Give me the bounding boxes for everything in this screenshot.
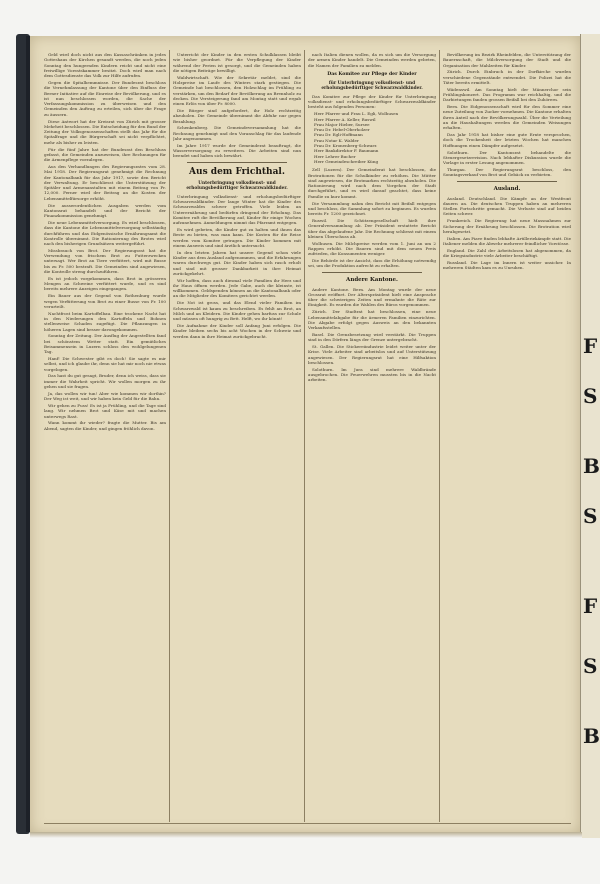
article-paragraph: Es ist jedoch vorgekommen, dass Brot in grösseren Mengen an Schweine verfüttert wurde, und es sind bereits mehrere Anzeigen eingegangen. [44,275,166,292]
partial-letter: F [583,334,598,358]
partial-letter: B [583,724,600,748]
article-paragraph: Waldwirtschaft. Wie der Sekretär meldet, sind die Holzpreise im Laufe des Winters stark gestiegen. Die Gemeinde hat beschlossen, den Holzschlag im Frühling zu verstärken, um den Bedarf der Bevölkerung an Brennholz zu decken. Die Versteigerung fand am Montag statt und ergab einen Erlös von über Fr. 8000. [173,74,301,107]
list-item: Frau Dr. Egli-Hoffmann [314,132,363,138]
partial-letter: S [583,384,598,408]
committee-list [314,111,436,164]
article-paragraph: Die Versammlung nahm den Bericht mit Beifall entgegen und beschloss, die Sammlung sofort zu beginnen. Es wurden bereits Fr. 1200 gezeichnet. [308,200,436,217]
article-paragraph: Das hast du gut gesagt, Bruder, denn ich weiss, dass sie immer die Wahrheit spricht. Wir wollen morgen zu ihr gehen und sie fragen. [44,373,166,390]
article-paragraph: Missbrauch von Brot. Der Regierungsrat hat die Verwendung von frischem Brot zu Futterzwecken untersagt. Wer Brot an Tiere verfüttert, wird mit Busse bis zu Fr. 500 bestraft. Die Gemeinden sind angewiesen, die Kontrolle streng durchzuführen. [44,247,166,275]
partial-letter: F [583,594,598,618]
column-rule [304,50,305,822]
article-paragraph: Unterbringung volksdienst- und erholungsbedürftiger Schwarzwaldkinder. Der lange Winter hat die Kinder des Schwarzwaldes schwer getroffen. Viele leiden an Unterernährung und bedürfen dringend der Erholung. Das Komitee ruft die Bevölkerung auf, Kinder für einige Wochen aufzunehmen. Anmeldungen nimmt das Pfarramt entgegen. [173,193,301,226]
list-item: Herr Pfarrer und Frau L. Egli, Wolhusen [314,111,399,117]
article-paragraph: Wir gehen zu Fuss! Es ist ja Frühling, und die Tage sind lang. Wir nehmen Brot und Käse mit und machen unterwegs Rast. [44,402,166,419]
article-paragraph: Die Behörde ist der Ansicht, dass die Erhöhung notwendig sei, um die Produktion aufrecht zu erhalten. [308,258,436,269]
subheading-frichthal: Unterbringung volksdienst- und erholungsbedürftiger Schwarzwaldkinder. [186,180,288,192]
subheading-komitee: für Unterbringung volksdienst- und erholungsbedürftiger Schwarzwaldkinder. [321,80,423,92]
article-paragraph: Wädenswil. Am Sonntag hielt der Männerchor sein Frühlingskonzert. Das Programm war reichhaltig, und die Darbietungen fanden grossen Beifall bei den Zuhörern. [443,86,571,103]
heading-ausland: Ausland. [493,185,521,192]
article-paragraph: Die neue Lebensmittelversorgung. Es wird beschlossen, dass die Kantone die Lebensmittelversorgung selbständig durchführen und das Eidgenössische Ernährungsamt die Kontrolle übernimmt. Die Rationierung des Brotes wird nach den bisherigen Grundsätzen weitergeführt. [44,219,166,247]
article-paragraph: Zürich. Der Stadtrat hat beschlossen, eine neue Lebensmittelabgabe für die ärmeren Familien einzurichten. Die Abgabe erfolgt gegen Ausweis an den bekannten Verkaufsstellen. [308,309,436,331]
adjacent-page-edge [580,34,600,838]
list-item: Frau Dr. Kronenberg-Schwarz [314,143,377,149]
article-paragraph: Aus den Verhandlungen des Regierungsrates vom 28. Mai 1918. Der Regierungsrat genehmigt die Rechnung der Kantonalbank für das Jahr 1917, sowie den Bericht der Verwaltung. Er beschliesst die Unterstützung der Spitäler und Armenanstalten mit einem Beitrag von Fr. 12,000. Ferner wird der Beitrag an die Kosten der Lebensmittelfürsorge erhöht. [44,163,166,201]
section-divider [457,181,557,182]
column-rule [439,50,440,822]
list-item: Frau Major Hieber, Sursee [314,121,370,127]
article-paragraph: Die ausserordentlichen Ausgaben werden vom Kantonsrat behandelt und der Bericht der Finanzkommission genehmigt. [44,202,166,219]
article-paragraph: Frankreich. Die Regierung hat neue Massnahmen zur Sicherung der Ernährung beschlossen. Die Brotration wird herabgesetzt. [443,218,571,234]
partial-letter: B [583,454,600,478]
article-paragraph: Diese Antwort hat der Kreisrat von Zürich mit grosser Mehrheit beschlossen. Die Entscheidung für den Bund der Zeitung der Volksgenossenschaften stellt das Jahr für die Spitalfrage und die Bürgerschaft sei nicht verpflichtet, mehr als bisher zu leisten. [44,118,166,145]
list-item: Herr Gemeindeschreiber Küng [314,158,379,164]
column-3 [308,52,436,822]
column-2 [173,52,301,822]
article-paragraph: St. Gallen. Die Stickereiindustrie leidet weiter unter der Krise. Viele Arbeiter sind arbeitslos und auf Unterstützung angewiesen. Der Regierungsrat hat eine Hilfsaktion beschlossen. [308,344,436,365]
article-paragraph: Russland. Die Lage im Innern ist weiter unsicher. In mehreren Städten kam es zu Unruhen. [443,259,571,271]
article-paragraph: Die Bürger sind aufgefordert, ihr Holz rechtzeitig abzuholen. Die Gemeinde übernimmt die Abfuhr nur gegen Bezahlung. [173,107,301,124]
heading-andere-kantone: Andere Kantone. [346,276,398,283]
article-paragraph: Ja, das wollen wir tun! Aber wie kommen wir dorthin? Der Weg ist weit, und wir haben kein Geld für die Bahn. [44,390,166,402]
article-paragraph: In den letzten Jahren hat unsere Gegend schon viele Kinder aus dem Ausland aufgenommen, und die Erfahrungen waren durchwegs gut. Die Kinder haben sich rasch erholt und sind mit grosser Dankbarkeit in ihre Heimat zurückgekehrt. [173,249,301,276]
article-paragraph: Zürich. Durch Einbruch in der Dorfkirche wurden verschiedene Gegenstände entwendet. Die Polizei hat die Täter bereits ermittelt. [443,69,571,85]
article-paragraph: Die Aufnahme der Kinder soll Anfang Juni erfolgen. Die Kinder bleiben sechs bis acht Wochen in der Schweiz und werden dann in ihre Heimat zurückgebracht. [173,322,301,339]
article-paragraph: Im Jahre 1917 wurde der Gemeinderat beauftragt, die Wasserversorgung zu erweitern. Die Arbeiten sind nun beendet und haben sich bewährt. [173,142,301,159]
article-paragraph: Die Not ist gross, und das Elend vieler Familien im Schwarzwald ist kaum zu beschreiben. Es fehlt an Brot, an Milch und an Kleidern. Die Kinder gehen barfuss zur Schule und müssen oft hungrig zu Bett. Helft, wo ihr könnt! [173,300,301,322]
list-item: Frau Dr. Hebel-Oberholzer [314,127,370,133]
article-paragraph: Zell (Luzern). Der Gemeinderat hat beschlossen, die Brotrationen für die Schulkinder zu erhöhen. Die Mütter sind angewiesen, die Brotmarken rechtzeitig abzuholen. Die Rationierung wird nach dem Vorgehen der Stadt durchgeführt, und es wird darauf geachtet, dass keine Familie zu kurz kommt. [308,167,436,199]
article-paragraph: Das Komitee zur Pflege der Kinder für Unterbringung volksdienst- und erholungsbedürftiger Schwarzwaldkinder besteht aus folgenden Personen: [308,93,436,110]
list-item: Herr Bankdirektor F. Baumann [314,148,379,154]
article-paragraph: Das Jahr 1918 hat bisher eine gute Ernte versprochen, doch die Trockenheit der letzten Wochen hat manchen Hoffnungen einen Dämpfer aufgesetzt. [443,132,571,148]
partial-letter: S [583,654,598,678]
newspaper-page [30,36,580,834]
page-footer-rule [44,823,571,830]
article-paragraph: Basel. Die Grenzbesetzung wird verstärkt. Die Truppen sind in den Dörfern längs der Grenze untergebracht. [308,331,436,343]
article-paragraph: Sonntag der Zeitung. Der Ausflug der Angestellten fand bei schönstem Wetter statt. Ein gemütliches Beisammensein in Luzern schloss den wohlgelungenen Tag. [44,333,166,355]
article-paragraph: Wann kommt ihr wieder? fragte die Mutter. Bis am Abend, sagten die Kinder, und gingen fröhlich davon. [44,420,166,431]
list-item: Herr Lehrer Bucher [314,153,356,159]
article-paragraph: Für die fünf Jahre hat der Bundesrat den Beschluss gefasst, die Gemeinden anzuweisen, ihre Rechnungen für die Armenpflege vorzulegen. [44,146,166,163]
column-1 [44,52,166,822]
article-paragraph: England. Die Zahl der Arbeitslosen hat abgenommen, da die Kriegsindustrie viele Arbeiter beschäftigt. [443,247,571,258]
article-paragraph: Andere Kantone. Bern. Am Montag wurde der neue Grossrat eröffnet. Der Alterspräsident hielt eine Ansprache über die schwierigen Zeiten und ermahnte die Räte zur Einigkeit. Es wurden die Wahlen des Büros vorgenommen. [308,286,436,308]
article-paragraph: Schenkenberg. Die Gemeindeversammlung hat die Rechnung genehmigt und den Voranschlag für das laufende Jahr angenommen. [173,125,301,141]
article-paragraph: Wir hoffen, dass auch diesmal viele Familien ihr Herz und ihr Haus öffnen werden. Jede Gabe, auch die kleinste, ist willkommen. Geldspenden können an die Kantonalbank oder an die Mitglieder des Komitees gerichtet werden. [173,277,301,299]
article-paragraph: Solothurn. Im Jura sind mehrere Waldbrände ausgebrochen. Die Feuerwehren mussten bis in die Nacht arbeiten. [308,366,436,383]
page-shadow [30,832,582,838]
column-rule [169,50,170,822]
article-paragraph: Es wird gebeten, die Kinder gut zu halten und ihnen das Beste zu bieten, was man kann. Die Kosten für die Reise werden vom Komitee getragen. Die Kinder kommen mit einem Ausweis und sind ärztlich untersucht. [173,226,301,248]
list-item: Frau Notar K. Walder [314,137,359,143]
article-paragraph: Italien. Am Piave finden lebhafte Artilleriekämpfe statt. Die Italiener melden die Abwehr mehrerer feindlicher Vorstösse. [443,235,571,246]
section-divider [187,162,287,163]
column-4 [443,52,571,822]
article-paragraph: Bern. Die Eidgenossenschaft wird für den Sommer eine neue Zuteilung von Zucker vornehmen. Die Kantone erhalten ihren Anteil nach der Bevölkerungszahl. Über die Verteilung an die Haushaltungen werden die Gemeinden Weisungen erhalten. [443,104,571,131]
article-paragraph: Solothurn. Der Kantonsrat behandelte die Steuergesetzrevision. Nach lebhafter Diskussion wurde die Vorlage in erster Lesung angenommen. [443,149,571,166]
article-paragraph: Bevölkerung im Bezirk Rheinfelden, die Unterstützung der Bauernschaft, die Milchversorgung der Stadt und die Organisation der Mahlzeiten für Kinder. [443,52,571,68]
article-paragraph: Wolhusen. Die Milchpreise werden vom 1. Juni an um 2 Rappen erhöht. Die Bauern sind mit dem neuen Preis zufrieden, die Konsumenten weniger. [308,240,436,257]
article-paragraph: Gegen die Spitalhemmnisse. Der Bundesrat beschloss die Vernehmlassung der Kantone über den Einfluss der Berner Initiative auf die Einreise der Bevölkerung, und es ist nun beschlossen worden, die Sache der Verfassungskommission zu überweisen und den Gemeinden den Auftrag zu erteilen, sich über die Frage zu äussern. [44,79,166,117]
heading-frichthal: Aus dem Frichthal. [189,166,285,177]
partial-letter: S [583,504,598,528]
article-paragraph: Unterricht der Kinder in den ersten Schulklassen bleibt wie bisher geordnet. Für die Verpflegung der Kinder während der Ferien ist gesorgt, und die Gemeinden haben die nötigen Beiträge bewilligt. [173,52,301,73]
heading-komitee: Das Komitee zur Pflege der Kinder [327,71,417,77]
article-paragraph: Geld wird doch nicht aus den Kassaschränken in jedes Gotteshaus der Kirchen gesandt werden, die noch jeden Sonntag den hungernden Kindern reicht und nicht eine freiwillige Vorratskammer besitzt. Doch wird man nach dem Gottesdienste das Volk zur Hilfe aufrufen. [44,52,166,79]
article-paragraph: Ruswil. Die Schützengesellschaft hielt ihre Generalversammlung ab. Der Präsident erstattete Bericht über das abgelaufene Jahr. Die Rechnung schliesst mit einem kleinen Überschuss ab. [308,217,436,239]
article-paragraph: Hanf! Die Schwester gibt es doch! Sie sagte es mir selbst, und ich glaube ihr, denn sie hat mir noch nie etwas vorgelogen. [44,356,166,372]
article-paragraph: Ausland. Deutschland. Die Kämpfe an der Westfront dauern an. Die deutschen Truppen haben an mehreren Stellen Fortschritte gemacht. Die Verluste sind auf beiden Seiten schwer. [443,195,571,217]
article-paragraph: nach Italien dienen wollen, da es sich um die Versorgung der armen Kinder handelt. Die Gemeinden werden gebeten, die Namen der Familien zu melden. [308,52,436,68]
article-paragraph: Nachtfrost beim Kartoffelbau. Eine trockene Nacht hat in den Niederungen den Kartoffeln und Bohnen stellenweise Schaden zugefügt. Die Pflanzungen in höheren Lagen sind besser davongekommen. [44,310,166,332]
article-paragraph: Thurgau. Der Regierungsrat beschloss, den Sonntagsverkauf von Brot und Gebäck zu verbieten. [443,166,571,178]
article-paragraph: Ein Bauer aus der Gegend von Rothenburg wurde wegen Verfütterung von Brot zu einer Busse von Fr. 100 verurteilt. [44,293,166,309]
list-item: Herr Pfarrer A. Keller, Ruswil [314,116,376,122]
section-divider [322,272,422,273]
